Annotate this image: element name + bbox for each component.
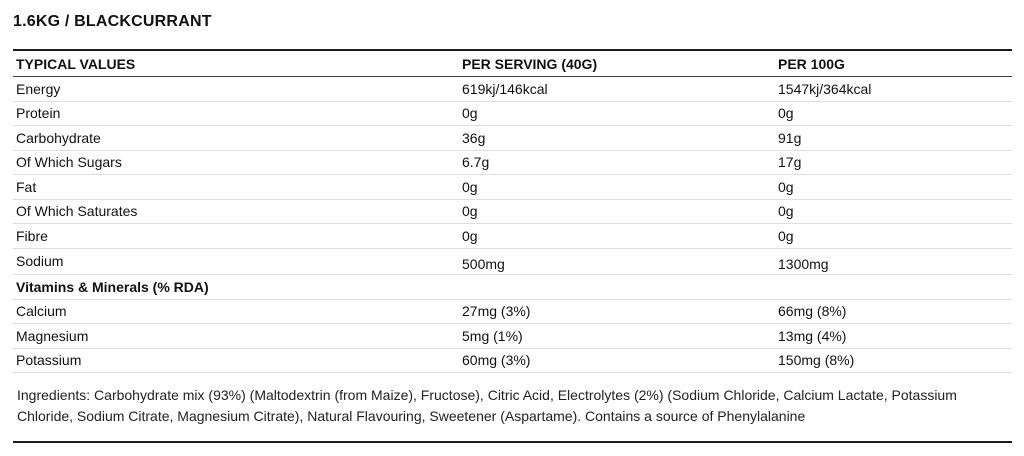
per-100g-value: 0g — [775, 175, 1012, 200]
header-per-100g: PER 100G — [775, 51, 1012, 77]
per-serving-value: 0g — [459, 224, 775, 249]
product-title: 1.6KG / BLACKCURRANT — [13, 13, 212, 30]
per-serving-value: 500mg — [459, 248, 775, 275]
row-label: Fat — [13, 175, 459, 200]
ingredients-text: Ingredients: Carbohydrate mix (93%) (Maltodextrin (from Maize), Fructose), Citric Acid, Electrolytes (2%) (Sodium Chloride, Calcium Lactate, Potassium Chloride, Sodium Citrate, Magnesium Citrate), Natural Flavouring, Sweetener (Aspartame). Contains a source of Phenylalanine — [17, 387, 957, 424]
row-label: Protein — [13, 101, 459, 126]
per-serving-value: 619kj/146kcal — [459, 77, 775, 102]
row-label: Calcium — [13, 299, 459, 324]
table-row — [13, 224, 1012, 249]
table-row — [13, 348, 1012, 373]
per-100g-value: 17g — [775, 150, 1012, 175]
per-serving-value: 60mg (3%) — [459, 348, 775, 373]
row-label: Sodium — [13, 248, 459, 275]
per-100g-value: 1547kj/364kcal — [775, 77, 1012, 102]
nutrition-panel — [13, 49, 1012, 443]
empty-cell — [459, 275, 775, 300]
table-row — [13, 324, 1012, 349]
table-header-row — [13, 51, 1012, 77]
row-label: Fibre — [13, 224, 459, 249]
table-row — [13, 299, 1012, 324]
section-label-vitamins-minerals: Vitamins & Minerals (% RDA) — [13, 275, 459, 300]
per-100g-value: 0g — [775, 199, 1012, 224]
row-label: Potassium — [13, 348, 459, 373]
per-100g-value: 1300mg — [775, 248, 1012, 275]
table-row — [13, 150, 1012, 175]
per-100g-value: 150mg (8%) — [775, 348, 1012, 373]
table-row — [13, 199, 1012, 224]
per-serving-value: 0g — [459, 101, 775, 126]
per-serving-value: 0g — [459, 175, 775, 200]
per-serving-value: 27mg (3%) — [459, 299, 775, 324]
per-serving-value: 5mg (1%) — [459, 324, 775, 349]
row-label: Of Which Saturates — [13, 199, 459, 224]
per-100g-value: 13mg (4%) — [775, 324, 1012, 349]
row-label: Energy — [13, 77, 459, 102]
row-label: Carbohydrate — [13, 126, 459, 151]
per-100g-value: 91g — [775, 126, 1012, 151]
per-100g-value: 66mg (8%) — [775, 299, 1012, 324]
per-100g-value: 0g — [775, 101, 1012, 126]
table-row — [13, 175, 1012, 200]
row-label: Magnesium — [13, 324, 459, 349]
header-per-serving: PER SERVING (40G) — [459, 51, 775, 77]
empty-cell — [775, 275, 1012, 300]
per-100g-value: 0g — [775, 224, 1012, 249]
section-header-row — [13, 275, 1012, 300]
per-serving-value: 36g — [459, 126, 775, 151]
per-serving-value: 6.7g — [459, 150, 775, 175]
header-typical-values: TYPICAL VALUES — [13, 51, 459, 77]
table-row — [13, 126, 1012, 151]
bottom-divider — [13, 441, 1012, 443]
row-label: Of Which Sugars — [13, 150, 459, 175]
table-row — [13, 248, 1012, 275]
per-serving-value: 0g — [459, 199, 775, 224]
nutrition-table — [13, 51, 1012, 373]
table-row — [13, 101, 1012, 126]
table-row — [13, 77, 1012, 102]
